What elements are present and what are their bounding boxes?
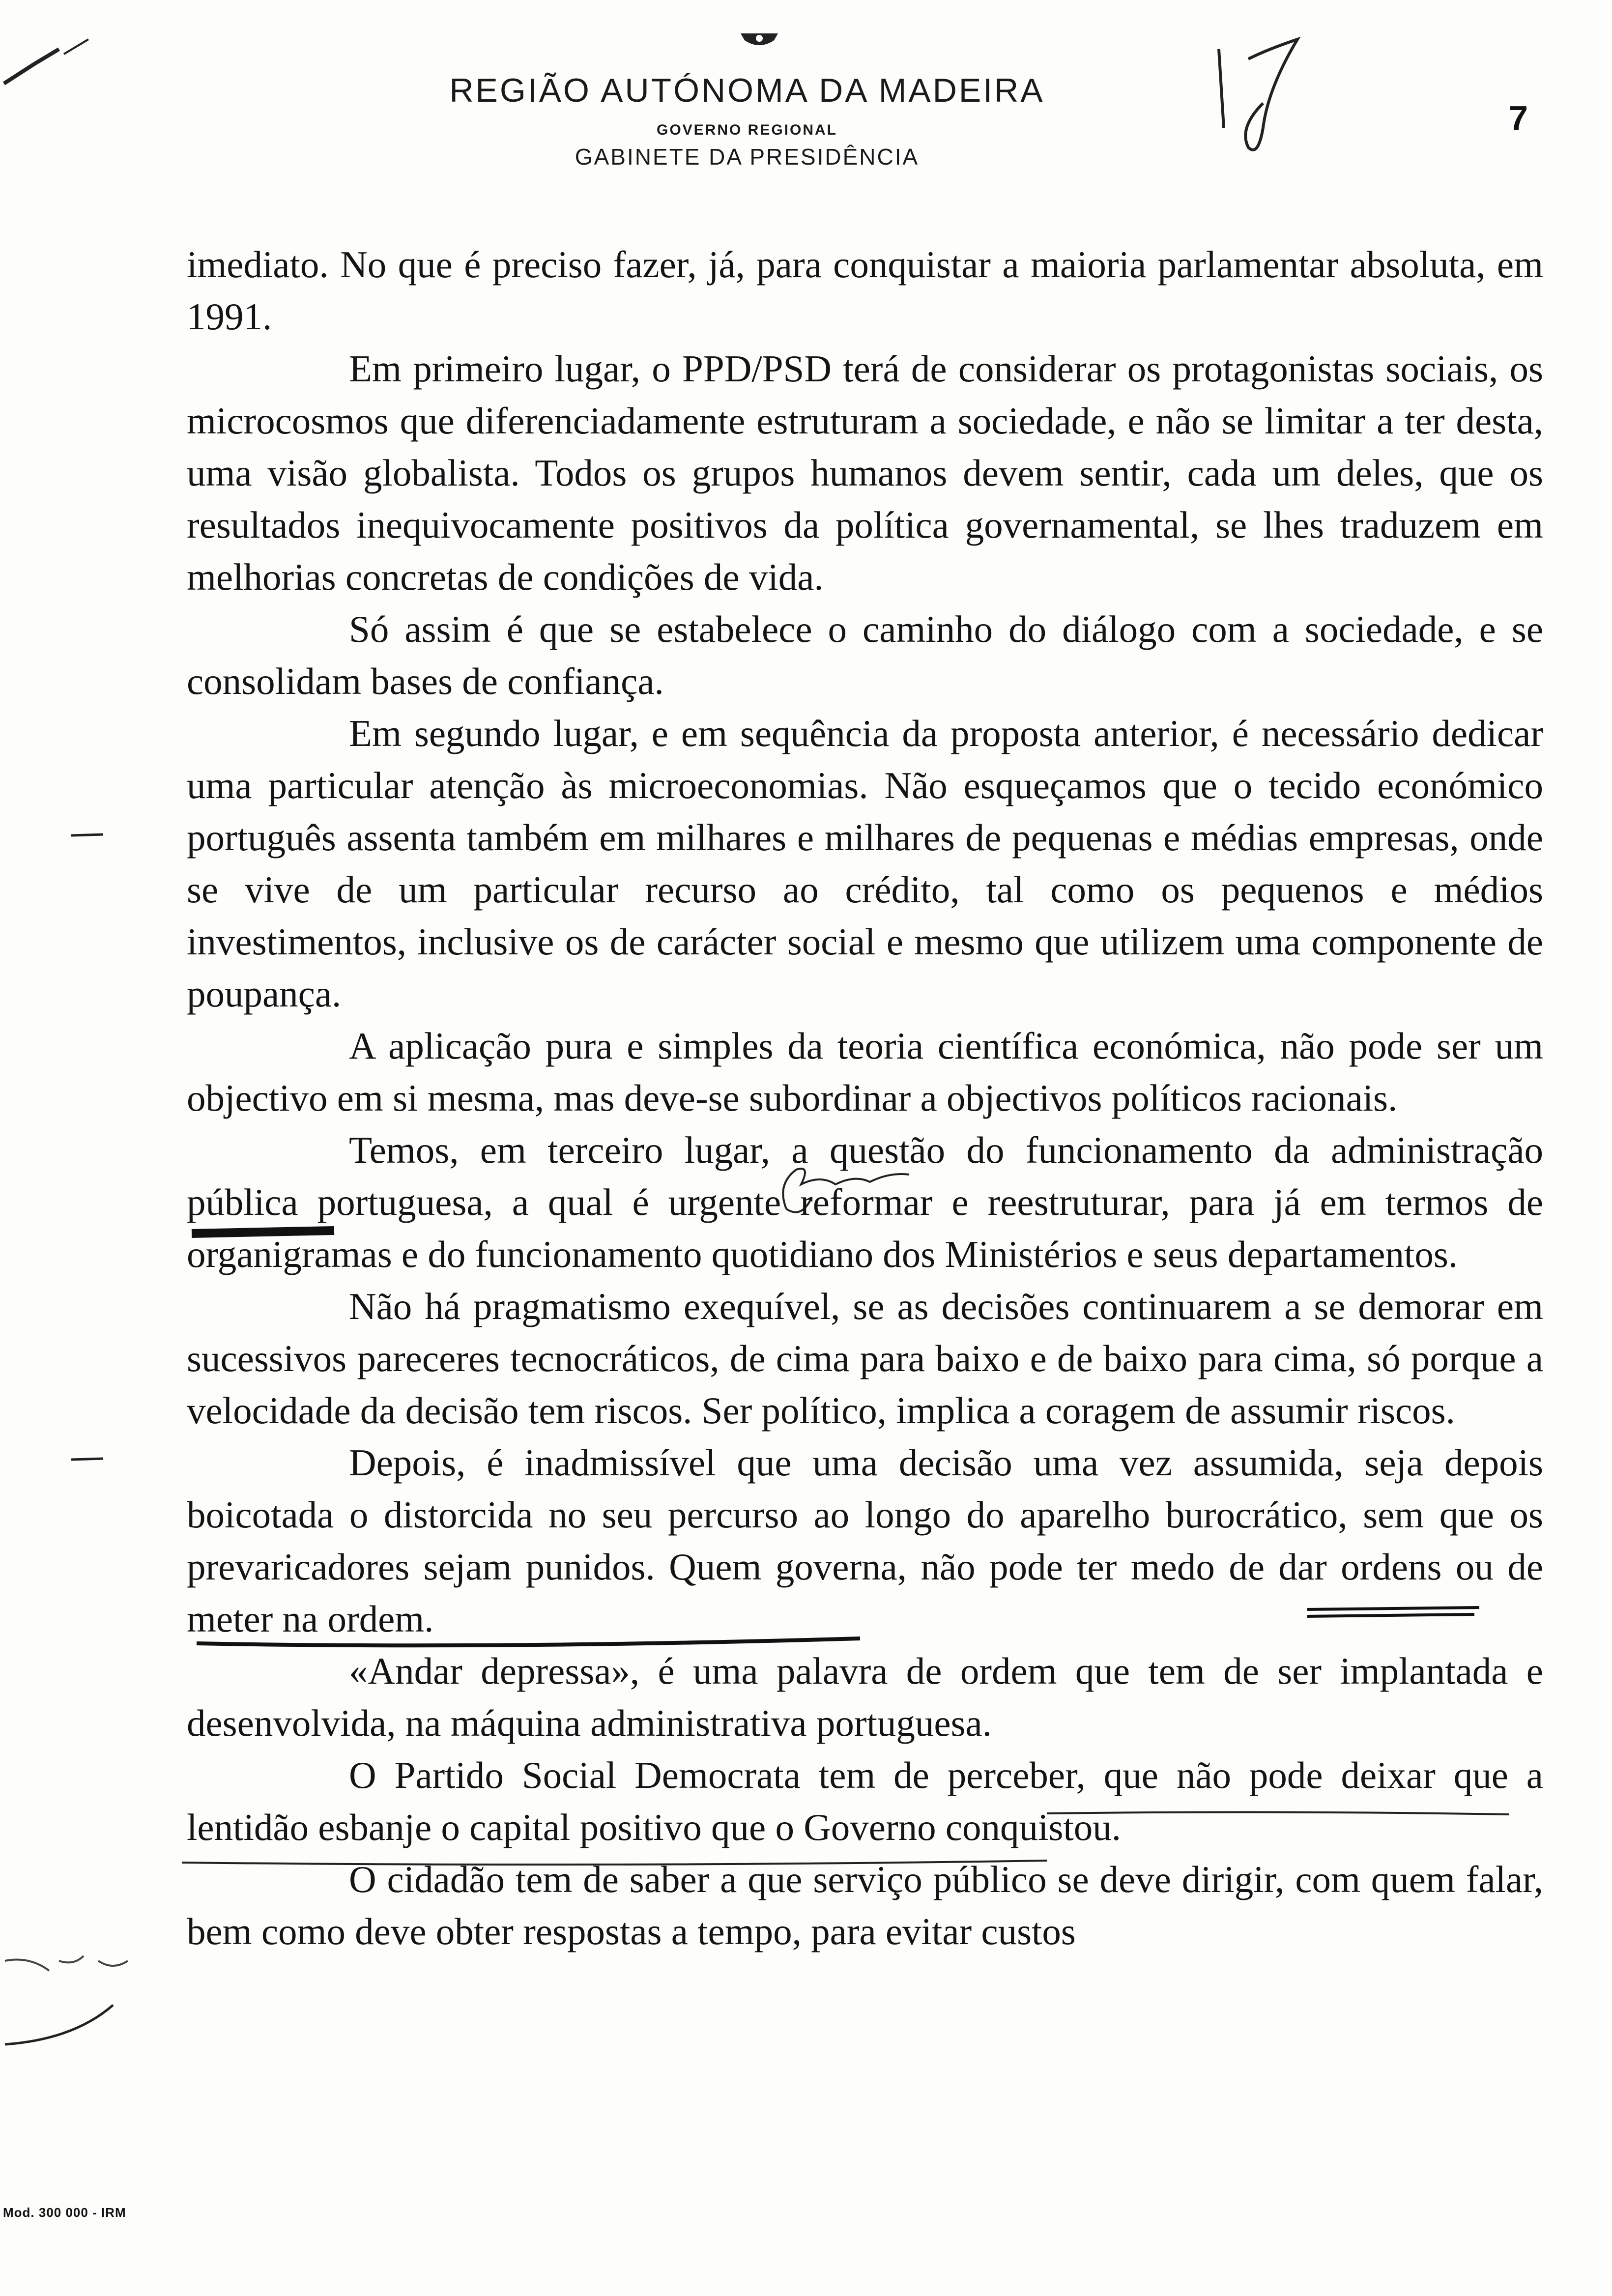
header-government: GOVERNO REGIONAL <box>656 122 838 138</box>
paragraph: O cidadão tem de saber a que serviço público se deve dirigir, com quem falar, bem como deve obter respostas a tempo, para evitar custos <box>187 1858 1543 1952</box>
paragraph: «Andar depressa», é uma palavra de ordem que tem de ser implantada e desenvolvida, na máquina administrativa portuguesa. <box>187 1650 1543 1744</box>
body-text <box>187 238 1543 1957</box>
paragraph: Só assim é que se estabelece o caminho do diálogo com a sociedade, e se consolidam bases de confiança. <box>187 608 1543 702</box>
page-number: 7 <box>1509 99 1528 137</box>
print-code: Mod. 300 000 - IRM <box>3 2205 126 2220</box>
coat-of-arms-icon <box>740 30 779 50</box>
paragraph: Em segundo lugar, e em sequência da proposta anterior, é necessário dedicar uma particular atenção às microeconomias. Não esqueçamos que o tecido económico português assenta também em milhares e milhares de pequenas e médias empresas, onde se vive de um particular recurso ao crédito, tal como os pequenos e médios investimentos, inclusive os de carácter social e mesmo que utilizem uma componente de poupança. <box>187 712 1543 1015</box>
header-cabinet: GABINETE DA PRESIDÊNCIA <box>575 144 920 170</box>
header-region: REGIÃO AUTÓNOMA DA MADEIRA <box>449 72 1045 109</box>
paragraph: imediato. No que é preciso fazer, já, para conquistar a maioria parlamentar absoluta, em 1991. <box>187 243 1543 338</box>
paragraph: Em primeiro lugar, o PPD/PSD terá de considerar os protagonistas sociais, os microcosmos que diferenciadamente estruturam a sociedade, e não se limitar a ter desta, uma visão globalista. Todos os grupos humanos devem sentir, cada um deles, que os resultados inequivocamente positivos da política governamental, se lhes traduzem em melhorias concretas de condições de vida. <box>187 347 1543 598</box>
handwritten-stroke-icon <box>0 29 98 88</box>
paragraph: Não há pragmatismo exequível, se as decisões continuarem a se demorar em sucessivos pareceres tecnocráticos, de cima para baixo e de baixo para cima, só porque a velocidade da decisão tem riscos. Ser político, implica a coragem de assumir riscos. <box>187 1285 1543 1432</box>
paragraph: Temos, em terceiro lugar, a questão do funcionamento da administração pública portuguesa, a qual é urgente reformar e reestruturar, para já em termos de organigramas e do funcionamento quotidiano dos Ministérios e seus departamentos. <box>187 1129 1543 1275</box>
paragraph: O Partido Social Democrata tem de perceber, que não pode deixar que a lentidão esbanje o capital positivo que o Governo conquistou. <box>187 1754 1543 1848</box>
handwritten-initials-icon <box>1209 29 1337 157</box>
margin-dash-icon <box>69 1455 108 1464</box>
margin-scribble-icon <box>0 1941 147 2059</box>
paragraph: Depois, é inadmissível que uma decisão uma vez assumida, seja depois boicotada o distorcida no seu percurso ao longo do aparelho burocrático, sem que os prevaricadores sejam punidos. Quem governa, não pode ter medo de dar ordens ou de meter na ordem. <box>187 1441 1543 1640</box>
margin-dash-icon <box>69 831 108 840</box>
paragraph: A aplicação pura e simples da teoria científica económica, não pode ser um objectivo em si mesma, mas deve-se subordinar a objectivos políticos racionais. <box>187 1025 1543 1119</box>
